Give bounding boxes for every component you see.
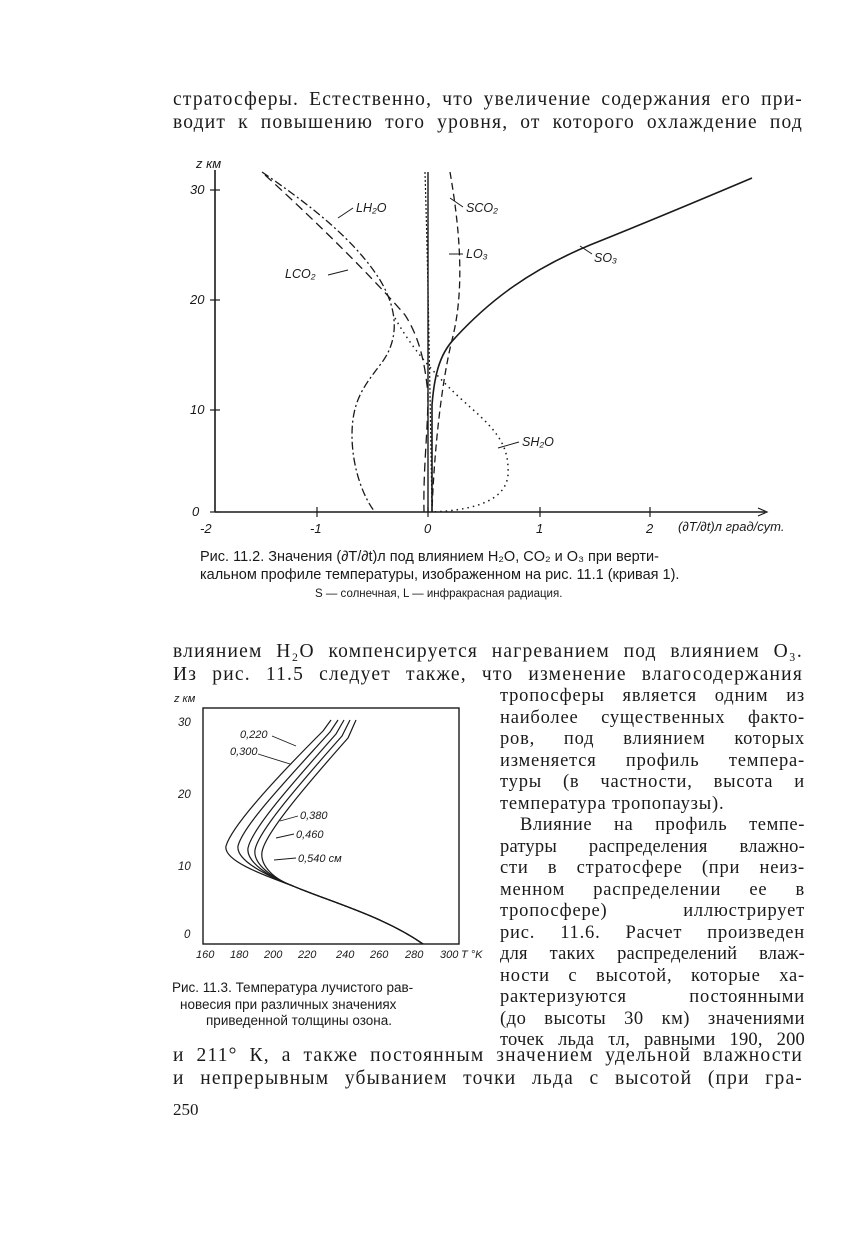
plot-frame	[203, 708, 459, 944]
column-line: тропосферы является одним из	[500, 686, 805, 706]
column-line: наиболее существенных факто-	[500, 707, 805, 728]
curve-label: 0,220	[240, 729, 268, 741]
x-axis-label: T °K	[461, 949, 483, 961]
paragraph-line: Из рис. 11.5 следует также, что изменение влагосодержания	[173, 664, 803, 685]
x-axis-label: (∂T/∂t)л град/сут.	[678, 519, 785, 534]
y-tick-label: 10	[178, 861, 191, 873]
right-column	[500, 686, 805, 1052]
curve-0300	[238, 720, 423, 944]
curve-sh2o	[395, 318, 508, 512]
y-tick-label: 10	[190, 402, 205, 417]
curve-0380	[248, 720, 423, 944]
curve-0540	[262, 720, 423, 944]
x-tick-label: -1	[310, 521, 322, 536]
curve-so3	[432, 178, 752, 512]
curve-label: LCO₂	[285, 267, 316, 281]
x-tick-label: 2	[646, 521, 654, 536]
column-line: ров, под влиянием которых	[500, 729, 805, 749]
column-line: точек льда τл, равными 190, 200	[500, 1030, 805, 1050]
y-tick-label: 0	[184, 929, 191, 941]
curve-lh2o	[262, 172, 394, 512]
y-axis-label: z км	[196, 156, 222, 171]
paragraph-line: и 211° К, а также постоянным значением удельной влажности	[173, 1045, 803, 1066]
column-line: Влияние на профиль темпе-	[520, 815, 805, 835]
caption-line: новесия при различных значениях	[180, 996, 397, 1012]
column-line: тропосфере) иллюстрирует	[500, 901, 805, 921]
paragraph-line: и непрерывным убыванием точки льда с высотой (при гра-	[173, 1068, 803, 1089]
curve-label: 0,460	[296, 829, 324, 841]
curve-label: SH₂O	[522, 435, 554, 449]
y-tick-label: 30	[190, 182, 205, 197]
column-line: (до высоты 30 км) значениями	[500, 1008, 805, 1029]
figure-11-3	[168, 686, 488, 966]
column-line: туры (в частности, высота и	[500, 772, 805, 792]
curve-label: 0,540 см	[298, 853, 342, 865]
x-tick-label: 280	[405, 949, 424, 961]
column-line: температура тропопаузы).	[500, 793, 725, 814]
x-tick-label: 260	[370, 949, 389, 961]
curve-label: 0,380	[300, 810, 328, 822]
y-axis-label: z км	[174, 693, 196, 705]
column-line: менном распределении ее в	[500, 879, 805, 900]
paragraph-line: влиянием H₂O компенсируется нагреванием под влиянием O₃.	[173, 641, 803, 662]
column-line: сти в стратосфере (при неиз-	[500, 858, 805, 878]
page-number: 250	[173, 1100, 199, 1119]
curve-0460	[255, 720, 423, 944]
figure-11-2	[170, 150, 810, 540]
caption-line: кальном профиле температуры, изображенном на рис. 11.1 (кривая 1).	[200, 567, 680, 583]
curve-lo3	[432, 172, 460, 512]
x-tick-label: 300	[440, 949, 459, 961]
column-line: ратуры распределения влажно-	[500, 836, 805, 857]
column-line: изменяется профиль темпера-	[500, 750, 805, 771]
y-tick-label: 30	[178, 717, 191, 729]
curve-label: SO₃	[594, 251, 618, 265]
caption-line: приведенной толщины озона.	[206, 1013, 392, 1028]
x-tick-label: 220	[298, 949, 317, 961]
column-line: рис. 11.6. Расчет произведен	[500, 922, 805, 943]
x-tick-label: -2	[200, 521, 212, 536]
column-line: ности с высотой, которые ха-	[500, 965, 805, 986]
column-line: рактеризуются постоянными	[500, 987, 805, 1007]
figure-caption-note: S — солнечная, L — инфракрасная радиация.	[315, 588, 563, 600]
y-tick-label: 20	[190, 292, 205, 307]
x-tick-label: 180	[230, 949, 249, 961]
x-tick-label: 200	[264, 949, 283, 961]
curve-label: LH₂O	[356, 201, 387, 215]
curve-label: SCO₂	[466, 201, 498, 215]
y-tick-label: 0	[192, 504, 200, 519]
curve-label: LO₃	[466, 247, 488, 261]
caption-line: Рис. 11.3. Температура лучистого рав-	[172, 980, 414, 995]
curve-lco2	[265, 175, 428, 512]
x-tick-label: 0	[424, 521, 432, 536]
figure-caption	[172, 980, 477, 1030]
y-tick-label: 20	[178, 789, 191, 801]
paragraph-line: водит к повышению того уровня, от которого охлаждение под	[173, 112, 803, 133]
column-line: для таких распределений влаж-	[500, 944, 805, 964]
curve-label: 0,300	[230, 746, 258, 758]
paragraph-line: стратосферы. Естественно, что увеличение содержания его при-	[173, 89, 803, 110]
x-tick-label: 240	[336, 949, 355, 961]
figure-caption	[200, 548, 792, 584]
caption-line: Рис. 11.2. Значения (∂T/∂t)л под влиянием H₂O, CO₂ и O₃ при верти-	[200, 549, 659, 565]
x-tick-label: 1	[536, 521, 544, 536]
x-tick-label: 160	[196, 949, 215, 961]
